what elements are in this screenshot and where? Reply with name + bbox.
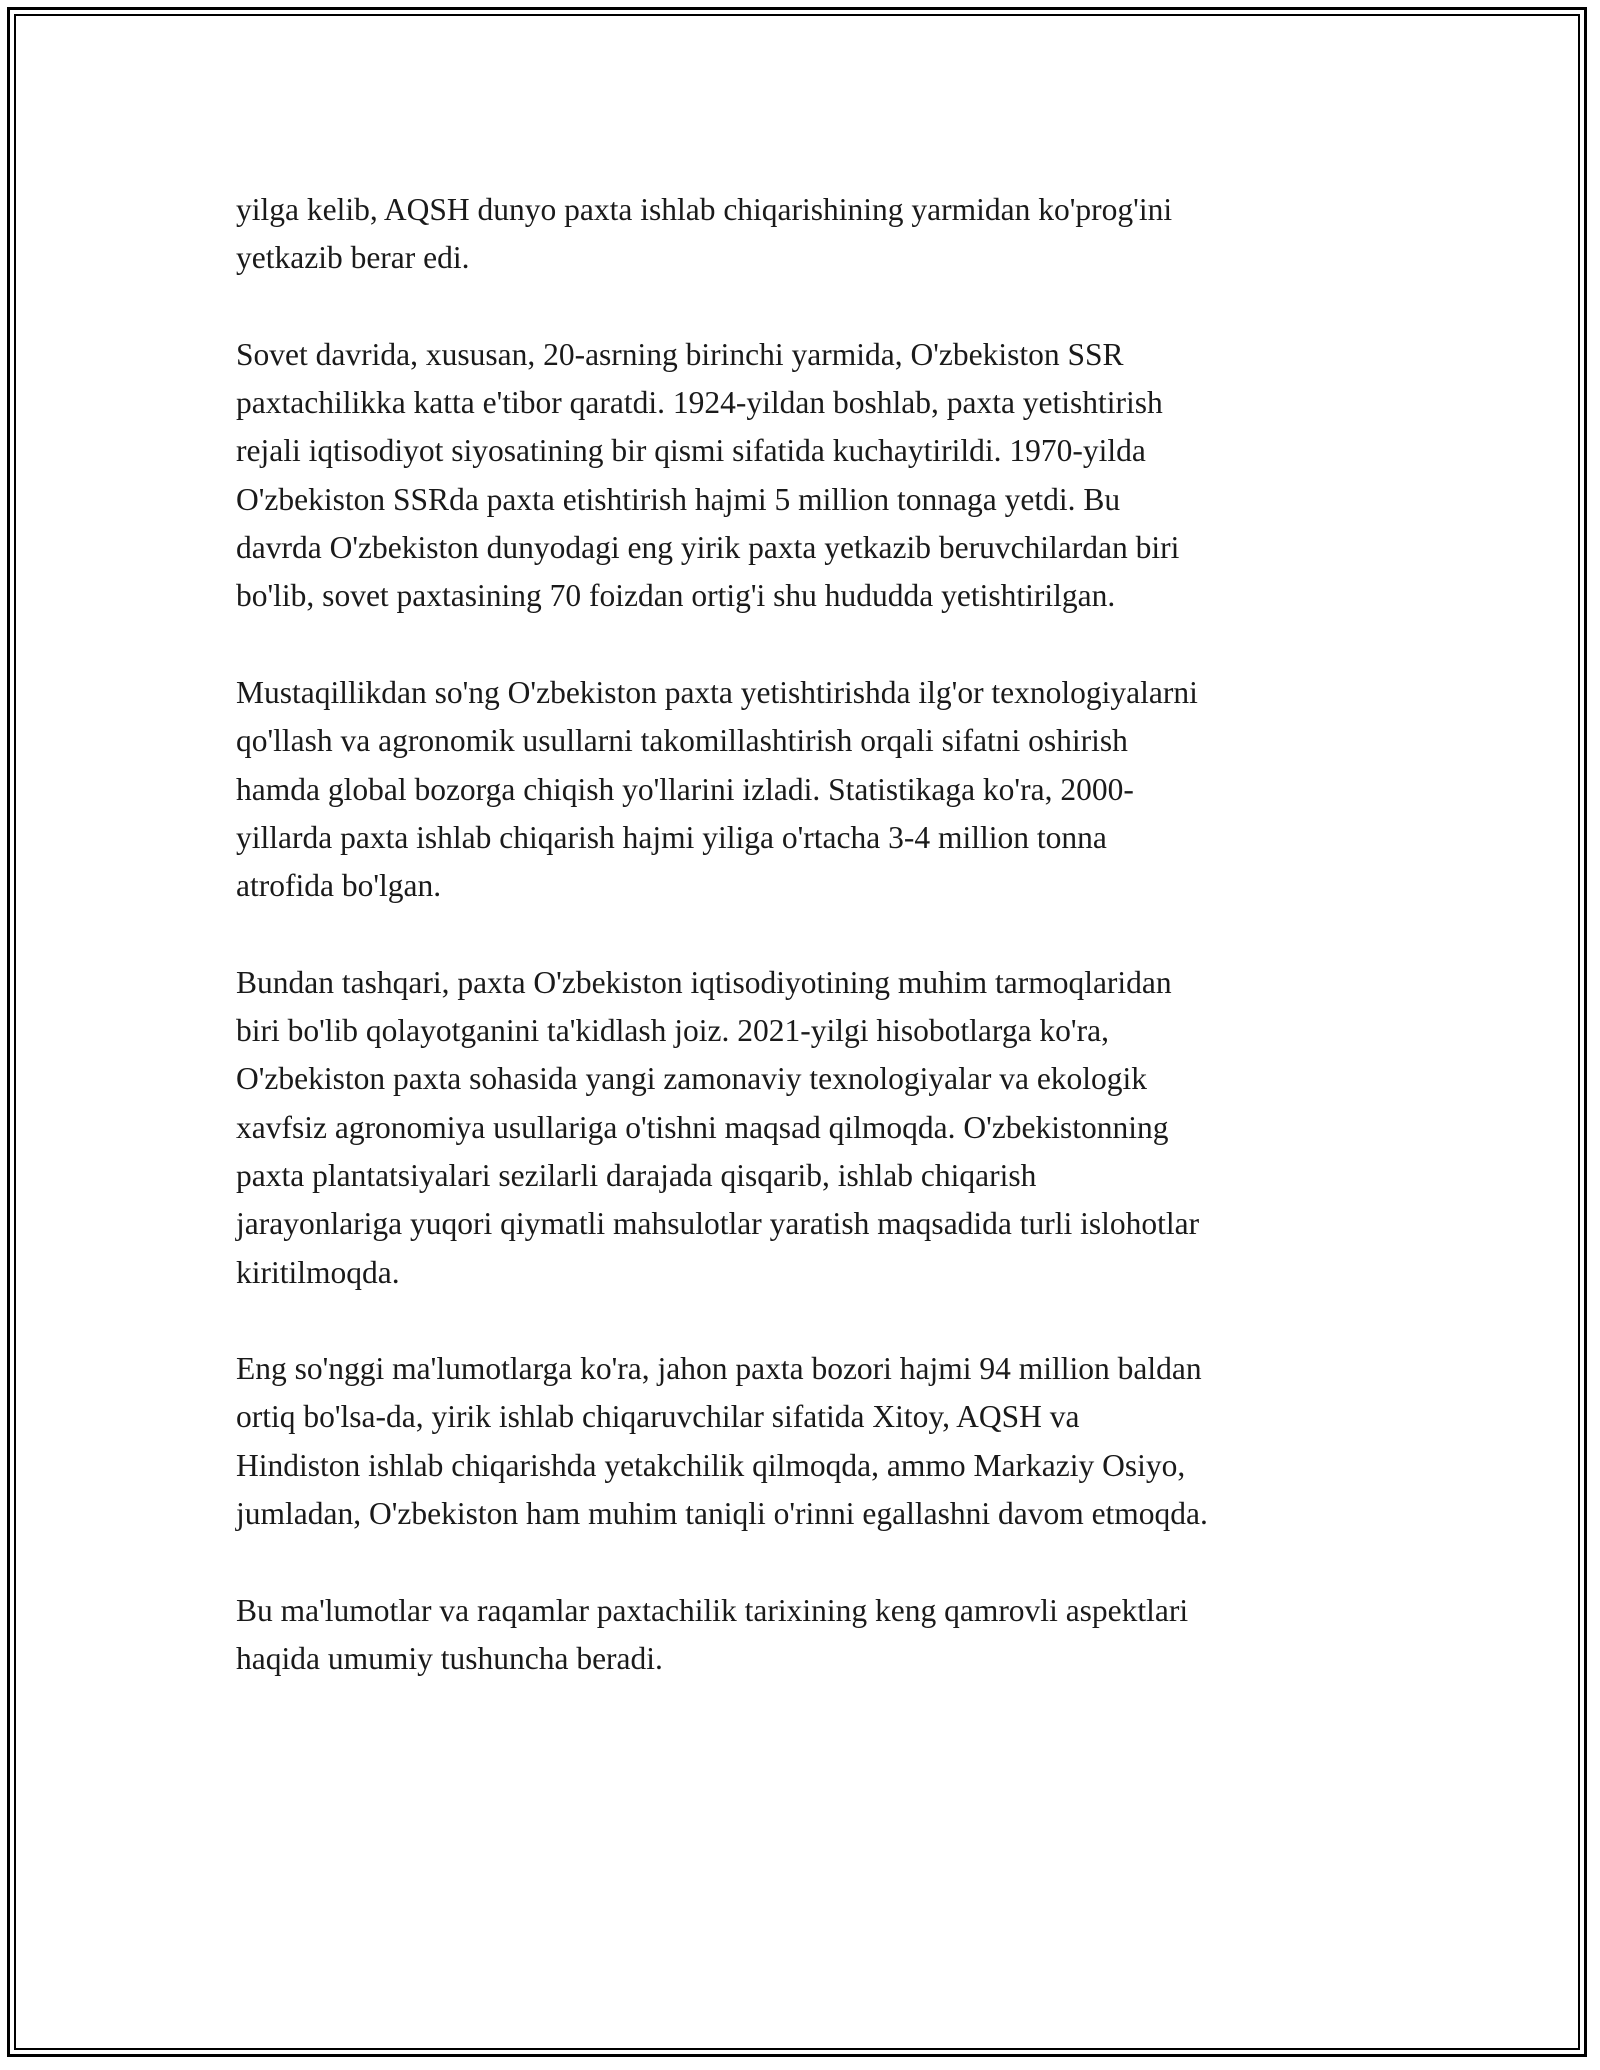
text-line: O'zbekiston SSRda paxta etishtirish hajmi 5 million tonnaga yetdi. Bu — [236, 481, 1121, 517]
paragraph — [236, 669, 1381, 910]
text-line: paxtachilikka katta e'tibor qaratdi. 1924-yildan boshlab, paxta yetishtirish — [236, 385, 1163, 421]
text-line: kiritilmoqda. — [236, 1254, 400, 1290]
text-line: biri bo'lib qolayotganini ta'kidlash joiz. 2021-yilgi hisobotlarga ko'ra, — [236, 1013, 1109, 1049]
paragraph — [236, 1587, 1381, 1684]
text-line: Bundan tashqari, paxta O'zbekiston iqtisodiyotining muhim tarmoqlaridan — [236, 964, 1172, 1000]
paragraph — [236, 186, 1381, 283]
text-line: Hindiston ishlab chiqarishda yetakchilik qilmoqda, ammo Markaziy Osiyo, — [236, 1447, 1186, 1483]
text-line: rejali iqtisodiyot siyosatining bir qismi sifatida kuchaytirildi. 1970-yilda — [236, 433, 1146, 469]
text-line: O'zbekiston paxta sohasida yangi zamonaviy texnologiyalar va ekologik — [236, 1061, 1148, 1097]
text-line: jumladan, O'zbekiston ham muhim taniqli o'rinni egallashni davom etmoqda. — [236, 1496, 1208, 1532]
text-line: davrda O'zbekiston dunyodagi eng yirik paxta yetkazib beruvchilardan biri — [236, 530, 1180, 566]
text-line: Mustaqillikdan so'ng O'zbekiston paxta yetishtirishda ilg'or texnologiyalarni — [236, 674, 1198, 710]
paragraph — [236, 959, 1381, 1297]
text-line: jarayonlariga yuqori qiymatli mahsulotlar yaratish maqsadida turli islohotlar — [236, 1206, 1200, 1242]
text-line: yilga kelib, AQSH dunyo paxta ishlab chiqarishining yarmidan ko'prog'ini — [236, 192, 1173, 227]
text-line: xavfsiz agronomiya usullariga o'tishni maqsad qilmoqda. O'zbekistonning — [236, 1109, 1169, 1145]
text-line: Bu ma'lumotlar va raqamlar paxtachilik tarixining keng qamrovli aspektlari — [236, 1592, 1189, 1628]
text-line: Sovet davrida, xususan, 20-asrning birinchi yarmida, O'zbekiston SSR — [236, 336, 1124, 372]
text-line: ortiq bo'lsa-da, yirik ishlab chiqaruvchilar sifatida Xitoy, AQSH va — [236, 1399, 1080, 1435]
text-line: atrofida bo'lgan. — [236, 868, 442, 904]
paragraph — [236, 331, 1381, 621]
text-line: Eng so'nggi ma'lumotlarga ko'ra, jahon paxta bozori hajmi 94 million baldan — [236, 1351, 1202, 1387]
text-line: haqida umumiy tushuncha beradi. — [236, 1640, 663, 1676]
text-line: yetkazib berar edi. — [236, 240, 470, 276]
text-line: bo'lib, sovet paxtasining 70 foizdan ortig'i shu hududda yetishtirilgan. — [236, 578, 1116, 614]
text-line: yillarda paxta ishlab chiqarish hajmi yiliga o'rtacha 3-4 million tonna — [236, 819, 1107, 855]
document-body — [236, 186, 1381, 1683]
paragraph — [236, 1345, 1381, 1538]
text-line: hamda global bozorga chiqish yo'llarini izladi. Statistikaga ko'ra, 2000- — [236, 771, 1134, 807]
text-line: paxta plantatsiyalari sezilarli darajada qisqarib, ishlab chiqarish — [236, 1157, 1037, 1193]
text-line: qo'llash va agronomik usullarni takomillashtirish orqali sifatni oshirish — [236, 723, 1128, 759]
